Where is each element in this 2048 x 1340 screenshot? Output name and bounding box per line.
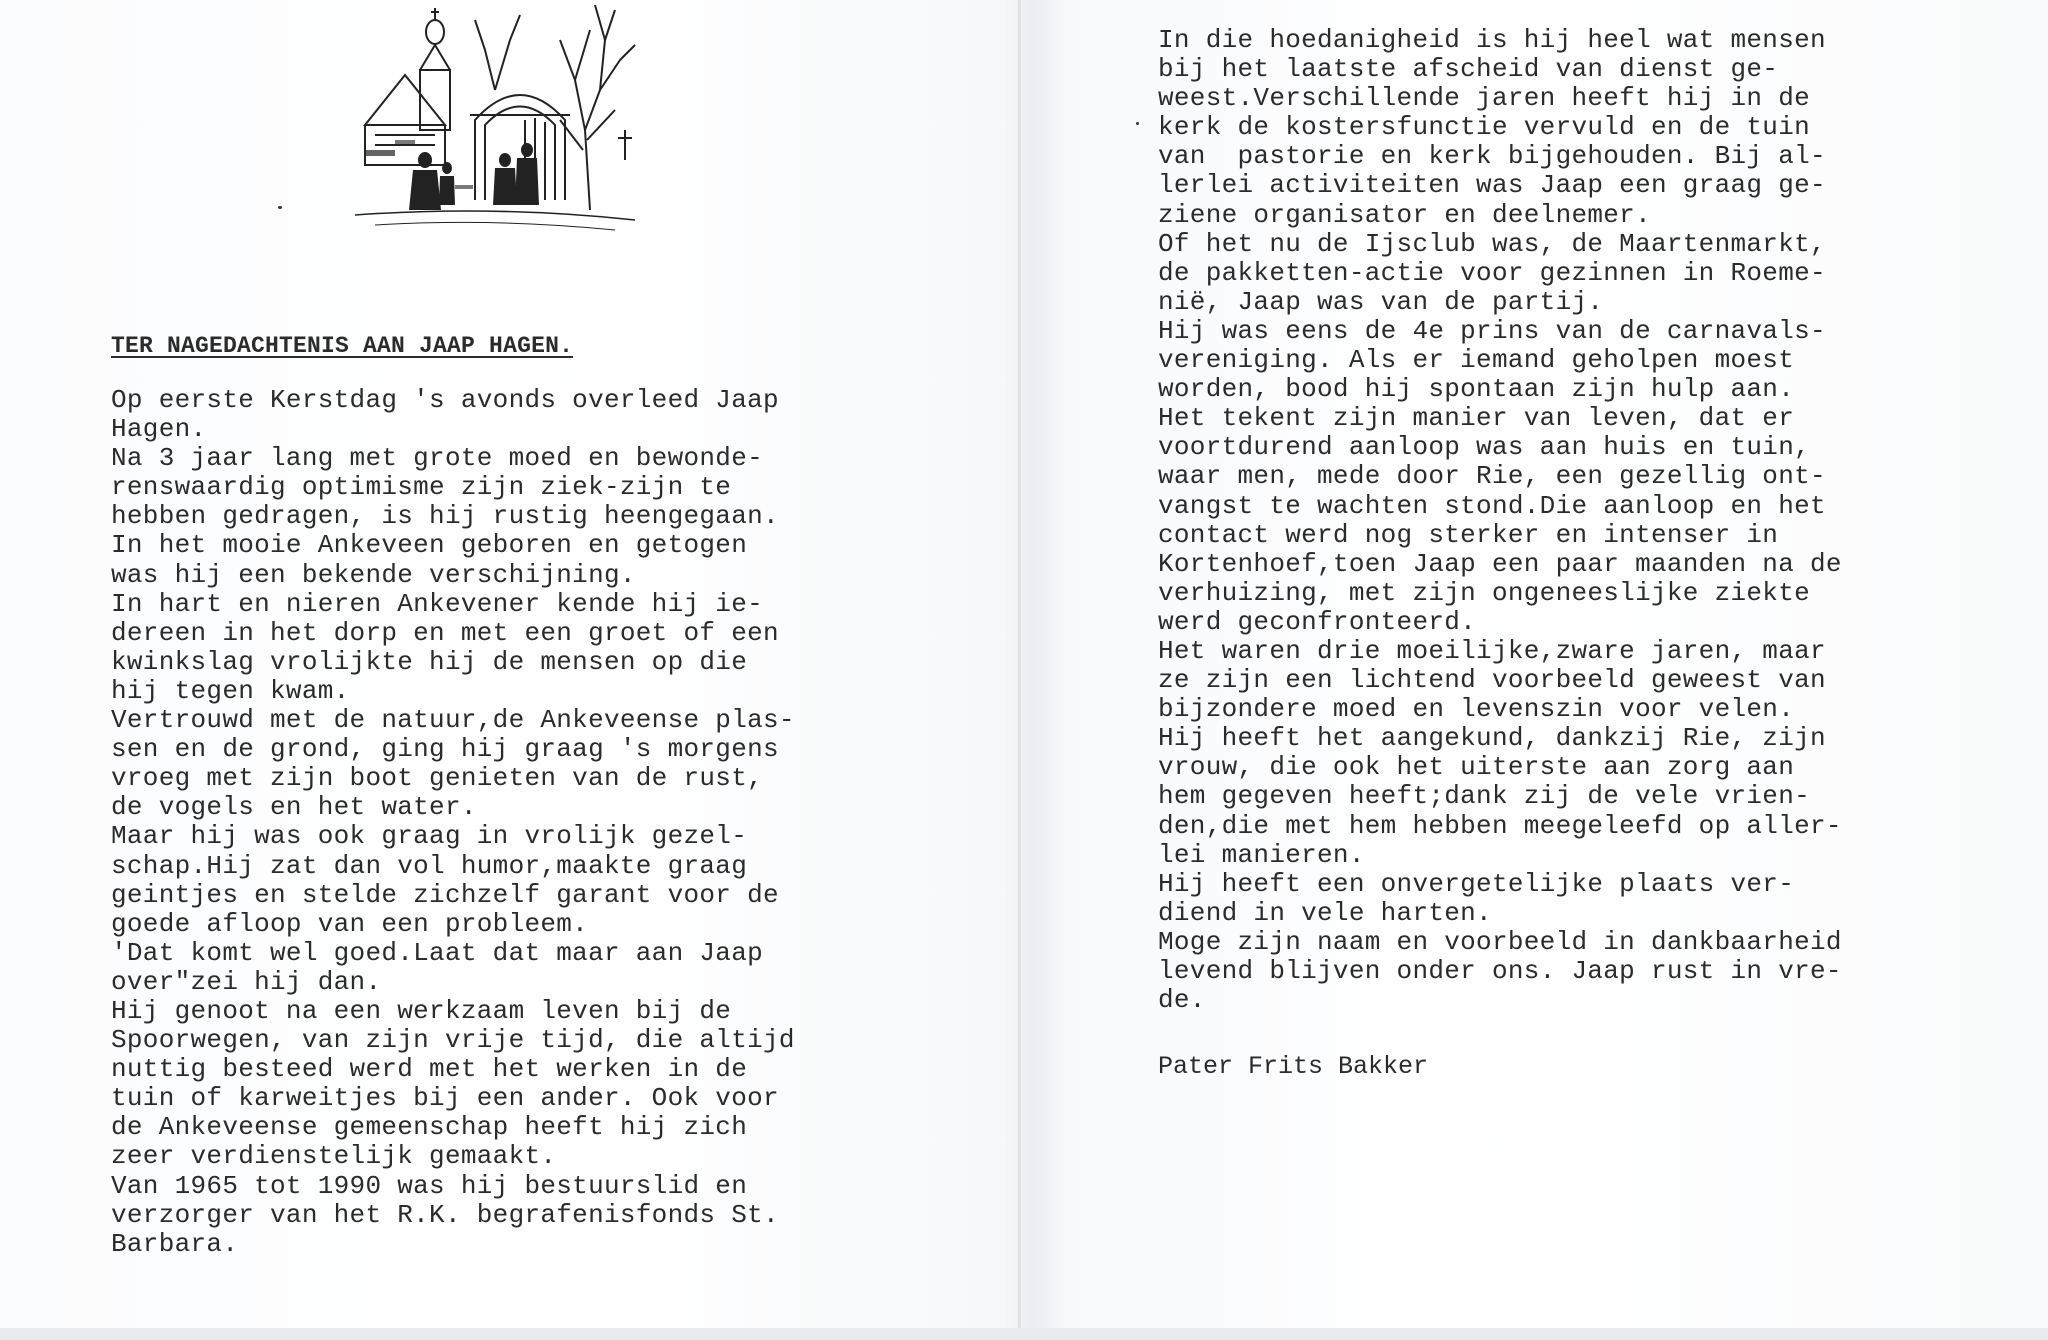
text-line: tuin of karweitjes bij een ander. Ook voor xyxy=(111,1083,779,1114)
text-line: Het waren drie moeilijke,zware jaren, maar xyxy=(1158,635,1826,666)
text-line: kwinkslag vrolijkte hij de mensen op die xyxy=(111,646,748,677)
text-line: renswaardig optimisme zijn ziek-zijn te xyxy=(111,472,732,503)
text-line: In hart en nieren Ankevener kende hij ie- xyxy=(111,588,764,619)
text-line: verzorger van het R.K. begrafenisfonds St. xyxy=(111,1199,779,1230)
text-line: nië, Jaap was van de partij. xyxy=(1158,286,1604,317)
ink-speck xyxy=(278,206,282,209)
text-line: Spoorwegen, van zijn vrije tijd, die altijd xyxy=(111,1025,795,1056)
text-line: zeer verdienstelijk gemaakt. xyxy=(111,1141,557,1172)
text-line: Hij heeft een onvergetelijke plaats ver- xyxy=(1158,868,1795,899)
text-line: de vogels en het water. xyxy=(111,792,477,823)
text-line: nuttig besteed werd met het werken in de xyxy=(111,1054,748,1085)
text-line: lerlei activiteiten was Jaap een graag ge- xyxy=(1158,170,1826,201)
text-line: werd geconfronteerd. xyxy=(1158,606,1477,637)
text-line: Na 3 jaar lang met grote moed en bewonde- xyxy=(111,443,764,474)
text-line: 'Dat komt wel goed.Laat dat maar aan Jaap xyxy=(111,937,764,968)
text-line: de pakketten-actie voor gezinnen in Roeme- xyxy=(1158,257,1826,288)
text-line: kerk de kostersfunctie vervuld en de tuin xyxy=(1158,112,1811,143)
text-line: hebben gedragen, is hij rustig heengegaan. xyxy=(111,501,779,532)
text-line: Of het nu de Ijsclub was, de Maartenmarkt, xyxy=(1158,228,1826,259)
text-line: waar men, mede door Rie, een gezellig ont- xyxy=(1158,461,1826,492)
text-line: was hij een bekende verschijning. xyxy=(111,559,636,590)
left-column-text xyxy=(111,386,795,1259)
text-line: Kortenhoef,toen Jaap een paar maanden na de xyxy=(1158,548,1842,579)
text-line: ze zijn een lichtend voorbeeld geweest van xyxy=(1158,665,1826,696)
text-line: voortdurend aanloop was aan huis en tuin, xyxy=(1158,432,1811,463)
text-line: Hij was eens de 4e prins van de carnavals- xyxy=(1158,315,1826,346)
text-line: levend blijven onder ons. Jaap rust in vre- xyxy=(1158,956,1842,986)
text-line: bij het laatste afscheid van dienst ge- xyxy=(1158,54,1779,85)
text-line: vroeg met zijn boot genieten van de rust, xyxy=(111,763,764,794)
right-column-text xyxy=(1158,26,1842,1015)
text-line: In het mooie Ankeveen geboren en getogen xyxy=(111,530,748,561)
text-line: Van 1965 tot 1990 was hij bestuurslid en xyxy=(111,1170,748,1201)
text-line: den,die met hem hebben meegeleefd op aller- xyxy=(1158,810,1842,841)
text-line: Maar hij was ook graag in vrolijk gezel- xyxy=(111,821,748,852)
text-line: worden, bood hij spontaan zijn hulp aan. xyxy=(1158,374,1795,405)
text-line: van pastorie en kerk bijgehouden. Bij al- xyxy=(1158,141,1826,172)
text-line: weest.Verschillende jaren heeft hij in de xyxy=(1158,83,1811,114)
text-line: Het tekent zijn manier van leven, dat er xyxy=(1158,403,1795,434)
text-line: ziene organisator en deelnemer. xyxy=(1158,199,1651,230)
text-line: Vertrouwd met de natuur,de Ankeveense plas- xyxy=(111,705,795,736)
text-line: geintjes en stelde zichzelf garant voor de xyxy=(111,879,779,910)
church-gate-illustration xyxy=(345,0,645,250)
text-line: Moge zijn naam en voorbeeld in dankbaarheid xyxy=(1158,926,1842,957)
text-line: In die hoedanigheid is hij heel wat mensen xyxy=(1158,25,1826,55)
text-line: vereniging. Als er iemand geholpen moest xyxy=(1158,345,1795,376)
text-line: hij tegen kwam. xyxy=(111,675,350,706)
scan-edge xyxy=(0,1328,2048,1340)
text-line: de. xyxy=(1158,985,1206,1016)
text-line: contact werd nog sterker en intenser in xyxy=(1158,519,1779,550)
text-line: bijzondere moed en levenszin voor velen. xyxy=(1158,694,1795,725)
text-line: Barbara. xyxy=(111,1228,239,1259)
text-line: dereen in het dorp en met een groet of een xyxy=(111,617,779,648)
text-line: diend in vele harten. xyxy=(1158,897,1492,928)
text-line: Op eerste Kerstdag 's avonds overleed Jaap xyxy=(111,385,779,415)
text-line: vangst te wachten stond.Die aanloop en het xyxy=(1158,490,1826,521)
text-line: vrouw, die ook het uiterste aan zorg aan xyxy=(1158,752,1795,783)
text-line: Hagen. xyxy=(111,414,207,445)
text-line: goede afloop van een probleem. xyxy=(111,908,589,939)
memorial-heading: TER NAGEDACHTENIS AAN JAAP HAGEN. xyxy=(111,333,574,359)
text-line: de Ankeveense gemeenschap heeft hij zich xyxy=(111,1112,748,1143)
text-line: Hij genoot na een werkzaam leven bij de xyxy=(111,995,732,1026)
page-fold xyxy=(1018,0,1021,1340)
signature: Pater Frits Bakker xyxy=(1158,1052,1429,1081)
text-line: Hij heeft het aangekund, dankzij Rie, zijn xyxy=(1158,723,1826,754)
text-line: verhuizing, met zijn ongeneeslijke ziekte xyxy=(1158,577,1811,608)
ink-speck xyxy=(1136,122,1139,125)
text-line: over"zei hij dan. xyxy=(111,966,382,997)
text-line: schap.Hij zat dan vol humor,maakte graag xyxy=(111,850,748,881)
text-line: sen en de grond, ging hij graag 's morgens xyxy=(111,734,779,765)
text-line: lei manieren. xyxy=(1158,839,1365,870)
text-line: hem gegeven heeft;dank zij de vele vrien- xyxy=(1158,781,1811,812)
